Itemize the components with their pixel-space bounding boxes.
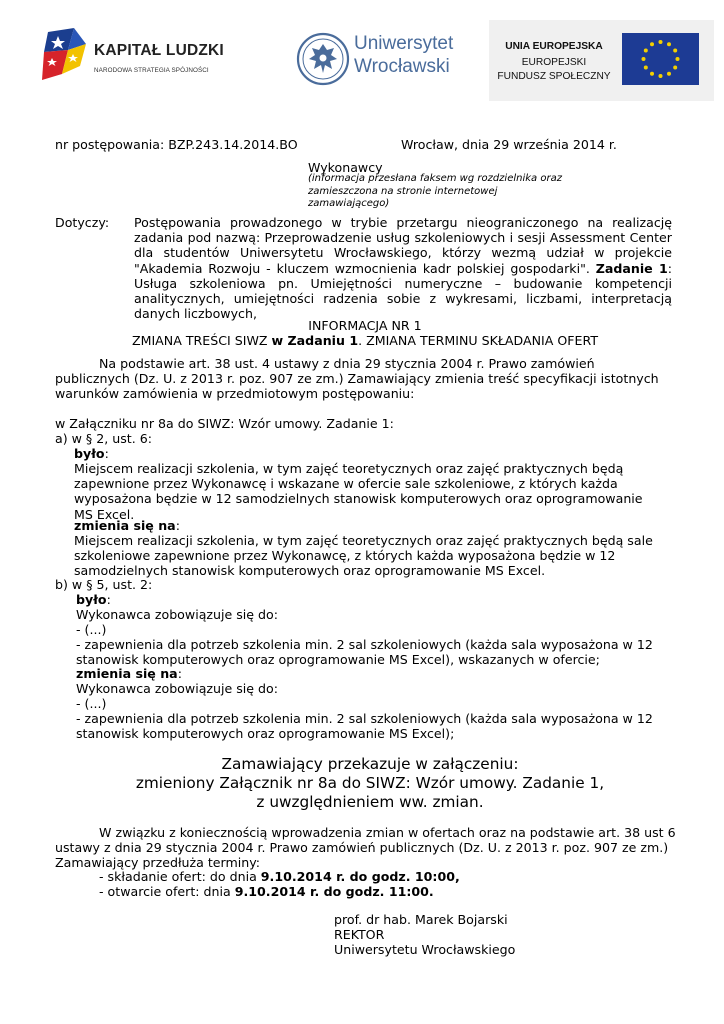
section-b-new-ellipsis: - (...) <box>76 696 107 711</box>
university-logo <box>296 30 466 88</box>
section-a-was-label <box>74 446 109 461</box>
info-subheading <box>55 333 675 348</box>
subject-task-label: Zadanie 1 <box>595 260 668 276</box>
attachment-note-line2: zmieniony Załącznik nr 8a do SIWZ: Wzór umowy. Zadanie 1, <box>135 774 605 792</box>
changes-label-b: zmienia się na <box>76 666 178 681</box>
section-b-was-ellipsis: - (...) <box>76 622 107 637</box>
section-b-was-label <box>76 592 111 607</box>
university-name-line2: Wrocławski <box>354 56 450 77</box>
deadline-open-label: - otwarcie ofert: dnia <box>99 884 235 899</box>
eu-line1: UNIA EUROPEJSKA <box>505 41 603 52</box>
info-heading: INFORMACJA NR 1 <box>308 318 422 333</box>
kapital-ludzki-logo <box>40 26 240 86</box>
signature-title: REKTOR <box>334 927 385 942</box>
section-b-was-text: - zapewnienia dla potrzeb szkolenia min. 2 sal szkoleniowych (każda sala wyposażona w 12 stanowisk komputerowych oraz oprogramowanie MS Excel), wskazanych w ofercie; <box>76 637 653 668</box>
attachment-note-line3: z uwzględnieniem ww. zmian. <box>256 793 484 811</box>
info-subheading-task: w Zadaniu 1 <box>271 333 359 348</box>
subject-text-part1: Postępowania prowadzonego w trybie przetargu nieograniczonego na realizację zadania pod nazwą: Przeprowadzenie usług szkoleniowych i sesji Assessment Center dla studentów Uniwersytetu Wrocławskiego, którzy wezmą udział w projekcie "Akademia Rozwoju - kluczem wzmocnienia kadr polskiej gospodarki". <box>134 215 672 276</box>
intro-paragraph: Na podstawie art. 38 ust. 4 ustawy z dnia 29 stycznia 2004 r. Prawo zamówień publicznych (Dz. U. z 2013 r. poz. 907 ze zm.) Zamawiający zmienia treść specyfikacji istotnych warunków zamówienia w przedmiotowym postępowaniu: <box>55 356 659 402</box>
deadline-submit-value: 9.10.2014 r. do godz. 10:00, <box>260 869 460 884</box>
kapital-ludzki-emblem-icon <box>40 26 88 86</box>
case-number: nr postępowania: BZP.243.14.2014.BO <box>55 137 298 152</box>
changes-label: zmienia się na <box>74 518 176 533</box>
info-subheading-part1: ZMIANA TREŚCI SIWZ <box>131 333 272 348</box>
subject-text <box>134 215 672 321</box>
recipient-note: (informacja przesłana faksem wg rozdzielnika oraz zamieszczona na stronie internetowej zamawiającego) <box>308 173 562 209</box>
university-seal-icon <box>296 30 350 88</box>
section-b-new-intro: Wykonawca zobowiązuje się do: <box>76 681 279 696</box>
changes-colon-b: : <box>177 666 182 681</box>
subject-label: Dotyczy: <box>55 215 110 230</box>
kapital-ludzki-subtitle: NARODOWA STRATEGIA SPÓJNOŚCI <box>94 67 209 74</box>
was-colon: : <box>104 446 109 461</box>
changes-colon: : <box>175 518 180 533</box>
university-name-line1: Uniwersytet <box>354 33 454 54</box>
deadline-open <box>99 884 434 899</box>
kapital-ludzki-title: KAPITAŁ LUDZKI <box>94 42 224 59</box>
deadline-open-value: 9.10.2014 r. do godz. 11:00. <box>234 884 434 899</box>
was-colon-b: : <box>106 592 111 607</box>
eu-line3: FUNDUSZ SPOŁECZNY <box>497 71 611 82</box>
section-a-new-label <box>74 518 180 533</box>
signature-org: Uniwersytetu Wrocławskiego <box>334 942 516 957</box>
place-date: Wrocław, dnia 29 września 2014 r. <box>401 137 617 152</box>
eu-line2: EUROPEJSKI <box>521 57 587 68</box>
was-label-b: było <box>76 592 107 607</box>
section-a-was-text: Miejscem realizacji szkolenia, w tym zajęć teoretycznych oraz zajęć praktycznych będą zapewnione przez Wykonawcę i wskazane w ofercie sale szkoleniowe, z których każda wyposażona będzie w 12 samodzielnych stanowisk komputerowych oraz oprogramowanie MS Excel. <box>74 461 643 522</box>
attachment-note-line1: Zamawiający przekazuje w załączeniu: <box>221 755 519 773</box>
deadline-paragraph: W związku z koniecznością wprowadzenia zmian w ofertach oraz na podstawie art. 38 ust 6 ustawy z dnia 29 stycznia 2004 r. Prawo zamówień publicznych (Dz. U. z 2013 r. poz. 907 ze zm.) Zamawiający przedłuża terminy: <box>55 825 676 871</box>
deadline-submit-label: - składanie ofert: do dnia <box>99 869 261 884</box>
eu-flag-icon <box>622 33 699 85</box>
section-b-was-intro: Wykonawca zobowiązuje się do: <box>76 607 279 622</box>
section-a-label: a) w § 2, ust. 6: <box>55 431 152 446</box>
deadline-submit <box>99 869 460 884</box>
subject-text-part2: : Usługa szkoleniowa pn. Umiejętności numeryczne – budowanie kompetencji analitycznych, umiejętności radzenia sobie z wykresami, liczbami, interpretacją danych liczbowych, <box>134 260 672 322</box>
section-a-new-text: Miejscem realizacji szkolenia, w tym zajęć teoretycznych oraz zajęć praktycznych będą sale szkoleniowe zapewnione przez Wykonawcę, z których każda wyposażona będzie w 12 samodzielnych stanowisk komputerowych oraz oprogramowanie MS Excel. <box>74 533 653 579</box>
signature-name: prof. dr hab. Marek Bojarski <box>334 912 508 927</box>
was-label: było <box>74 446 105 461</box>
recipient-title: Wykonawcy <box>308 160 383 175</box>
section-b-new-text: - zapewnienia dla potrzeb szkolenia min. 2 sal szkoleniowych (każda sala wyposażona w 12 stanowisk komputerowych oraz oprogramowanie MS Excel); <box>76 711 653 742</box>
info-subheading-part2: . ZMIANA TERMINU SKŁADANIA OFERT <box>358 333 599 348</box>
attachment-reference: w Załączniku nr 8a do SIWZ: Wzór umowy. Zadanie 1: <box>55 416 394 431</box>
eu-logo <box>489 20 714 101</box>
section-b-label: b) w § 5, ust. 2: <box>55 577 153 592</box>
section-b-new-label <box>76 666 182 681</box>
